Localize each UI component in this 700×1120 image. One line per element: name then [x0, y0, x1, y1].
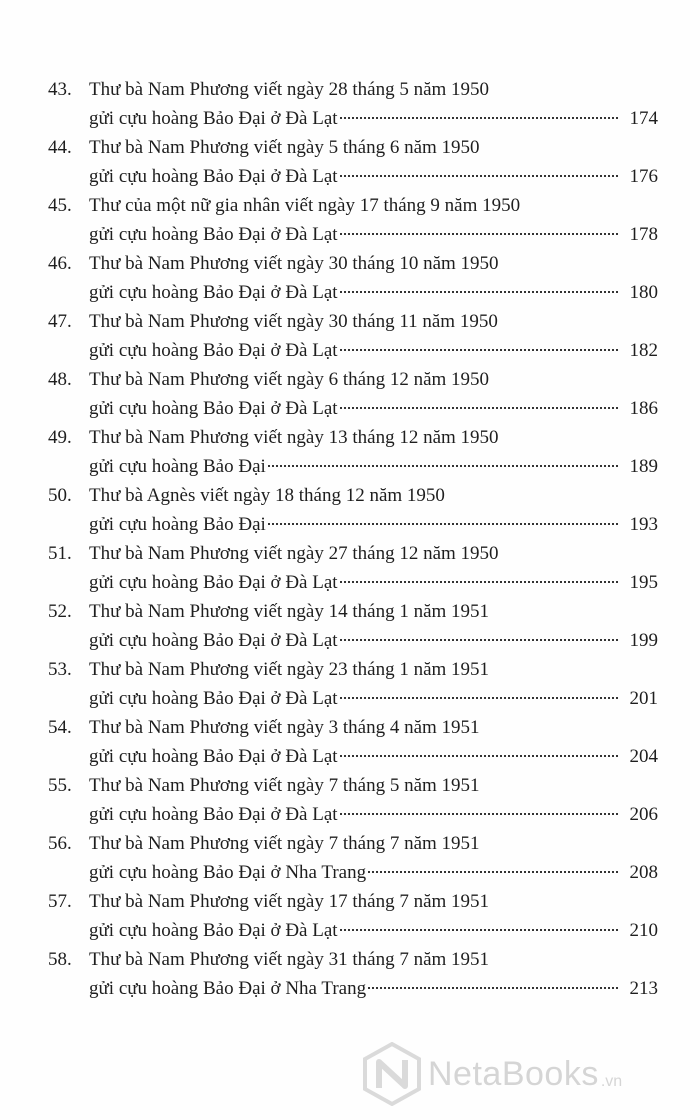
toc-entry: [48, 423, 658, 481]
entry-recipient: gửi cựu hoàng Bảo Đại: [89, 456, 266, 477]
entry-page-number: 201: [629, 688, 658, 709]
entry-title: Thư bà Nam Phương viết ngày 13 tháng 12 năm 1950: [89, 427, 499, 448]
entry-page-number: 182: [629, 340, 658, 361]
entry-second-line: [89, 626, 658, 655]
entry-number: 43.: [48, 79, 72, 100]
dot-leader: [368, 871, 618, 873]
entry-second-line: [89, 916, 658, 945]
entry-number: 46.: [48, 253, 72, 274]
entry-number: 54.: [48, 717, 72, 738]
toc-entry: [48, 539, 658, 597]
entry-second-line: [89, 162, 658, 191]
entry-number: 55.: [48, 775, 72, 796]
entry-recipient: gửi cựu hoàng Bảo Đại ở Đà Lạt: [89, 340, 338, 361]
dot-leader: [340, 929, 618, 931]
dot-leader: [340, 175, 618, 177]
dot-leader: [340, 581, 618, 583]
entry-page-number: 193: [629, 514, 658, 535]
entry-title: Thư bà Nam Phương viết ngày 6 tháng 12 năm 1950: [89, 369, 490, 390]
entry-title: Thư bà Nam Phương viết ngày 7 tháng 7 năm 1951: [89, 833, 480, 854]
entry-page-number: 208: [629, 862, 658, 883]
toc-entry: [48, 191, 658, 249]
toc-entry: [48, 133, 658, 191]
watermark-suffix: .vn: [600, 1073, 623, 1090]
entry-second-line: [89, 800, 658, 829]
entry-title: Thư bà Nam Phương viết ngày 23 tháng 1 năm 1951: [89, 659, 490, 680]
dot-leader: [268, 523, 618, 525]
entry-second-line: [89, 104, 658, 133]
entry-recipient: gửi cựu hoàng Bảo Đại ở Nha Trang: [89, 862, 367, 883]
dot-leader: [340, 755, 618, 757]
entry-second-line: [89, 452, 658, 481]
entry-recipient: gửi cựu hoàng Bảo Đại ở Đà Lạt: [89, 746, 338, 767]
table-of-contents: [48, 75, 658, 1003]
entry-title: Thư bà Nam Phương viết ngày 31 tháng 7 năm 1951: [89, 949, 490, 970]
entry-second-line: [89, 336, 658, 365]
entry-page-number: 178: [629, 224, 658, 245]
entry-page-number: 180: [629, 282, 658, 303]
entry-page-number: 213: [629, 978, 658, 999]
watermark-brand: NetaBooks: [428, 1054, 599, 1093]
entry-title: Thư bà Nam Phương viết ngày 5 tháng 6 năm 1950: [89, 137, 480, 158]
toc-entry: [48, 481, 658, 539]
entry-recipient: gửi cựu hoàng Bảo Đại ở Đà Lạt: [89, 282, 338, 303]
entry-number: 57.: [48, 891, 72, 912]
entry-second-line: [89, 974, 658, 1003]
entry-title: Thư bà Nam Phương viết ngày 7 tháng 5 năm 1951: [89, 775, 480, 796]
entry-recipient: gửi cựu hoàng Bảo Đại ở Đà Lạt: [89, 630, 338, 651]
toc-entry: [48, 365, 658, 423]
entry-recipient: gửi cựu hoàng Bảo Đại ở Đà Lạt: [89, 224, 338, 245]
entry-recipient: gửi cựu hoàng Bảo Đại ở Đà Lạt: [89, 804, 338, 825]
entry-second-line: [89, 394, 658, 423]
entry-recipient: gửi cựu hoàng Bảo Đại ở Đà Lạt: [89, 108, 338, 129]
toc-entry: [48, 597, 658, 655]
entry-recipient: gửi cựu hoàng Bảo Đại: [89, 514, 266, 535]
dot-leader: [368, 987, 618, 989]
dot-leader: [340, 407, 618, 409]
entry-number: 49.: [48, 427, 72, 448]
dot-leader: [340, 291, 618, 293]
entry-second-line: [89, 858, 658, 887]
entry-number: 47.: [48, 311, 72, 332]
entry-number: 44.: [48, 137, 72, 158]
watermark: [362, 1042, 622, 1106]
entry-page-number: 206: [629, 804, 658, 825]
entry-recipient: gửi cựu hoàng Bảo Đại ở Đà Lạt: [89, 572, 338, 593]
entry-title: Thư bà Nam Phương viết ngày 30 tháng 10 năm 1950: [89, 253, 499, 274]
entry-page-number: 186: [629, 398, 658, 419]
entry-number: 50.: [48, 485, 72, 506]
dot-leader: [340, 117, 618, 119]
toc-entry: [48, 829, 658, 887]
entry-number: 52.: [48, 601, 72, 622]
toc-entry: [48, 771, 658, 829]
entry-page-number: 176: [629, 166, 658, 187]
entry-page-number: 204: [629, 746, 658, 767]
toc-entry: [48, 75, 658, 133]
toc-entry: [48, 945, 658, 1003]
dot-leader: [340, 639, 618, 641]
entry-title: Thư bà Nam Phương viết ngày 14 tháng 1 năm 1951: [89, 601, 490, 622]
entry-second-line: [89, 742, 658, 771]
toc-entry: [48, 713, 658, 771]
dot-leader: [340, 697, 618, 699]
entry-number: 48.: [48, 369, 72, 390]
entry-recipient: gửi cựu hoàng Bảo Đại ở Đà Lạt: [89, 688, 338, 709]
entry-second-line: [89, 568, 658, 597]
entry-second-line: [89, 278, 658, 307]
entry-recipient: gửi cựu hoàng Bảo Đại ở Đà Lạt: [89, 920, 338, 941]
entry-number: 51.: [48, 543, 72, 564]
dot-leader: [268, 465, 618, 467]
entry-number: 58.: [48, 949, 72, 970]
entry-second-line: [89, 510, 658, 539]
entry-title: Thư bà Agnès viết ngày 18 tháng 12 năm 1950: [89, 485, 445, 506]
entry-second-line: [89, 684, 658, 713]
entry-title: Thư của một nữ gia nhân viết ngày 17 tháng 9 năm 1950: [89, 195, 521, 216]
entry-number: 56.: [48, 833, 72, 854]
toc-entry: [48, 307, 658, 365]
toc-entry: [48, 249, 658, 307]
netabooks-logo-icon: [362, 1042, 422, 1106]
entry-number: 53.: [48, 659, 72, 680]
dot-leader: [340, 233, 618, 235]
toc-entry: [48, 655, 658, 713]
entry-number: 45.: [48, 195, 72, 216]
entry-title: Thư bà Nam Phương viết ngày 27 tháng 12 năm 1950: [89, 543, 499, 564]
entry-title: Thư bà Nam Phương viết ngày 17 tháng 7 năm 1951: [89, 891, 490, 912]
entry-recipient: gửi cựu hoàng Bảo Đại ở Nha Trang: [89, 978, 367, 999]
toc-entry: [48, 887, 658, 945]
dot-leader: [340, 349, 618, 351]
entry-page-number: 195: [629, 572, 658, 593]
entry-second-line: [89, 220, 658, 249]
entry-title: Thư bà Nam Phương viết ngày 28 tháng 5 năm 1950: [89, 79, 490, 100]
entry-page-number: 189: [629, 456, 658, 477]
entry-recipient: gửi cựu hoàng Bảo Đại ở Đà Lạt: [89, 166, 338, 187]
entry-title: Thư bà Nam Phương viết ngày 30 tháng 11 năm 1950: [89, 311, 498, 332]
entry-recipient: gửi cựu hoàng Bảo Đại ở Đà Lạt: [89, 398, 338, 419]
entry-page-number: 210: [629, 920, 658, 941]
entry-page-number: 199: [629, 630, 658, 651]
entry-page-number: 174: [629, 108, 658, 129]
dot-leader: [340, 813, 618, 815]
entry-title: Thư bà Nam Phương viết ngày 3 tháng 4 năm 1951: [89, 717, 480, 738]
